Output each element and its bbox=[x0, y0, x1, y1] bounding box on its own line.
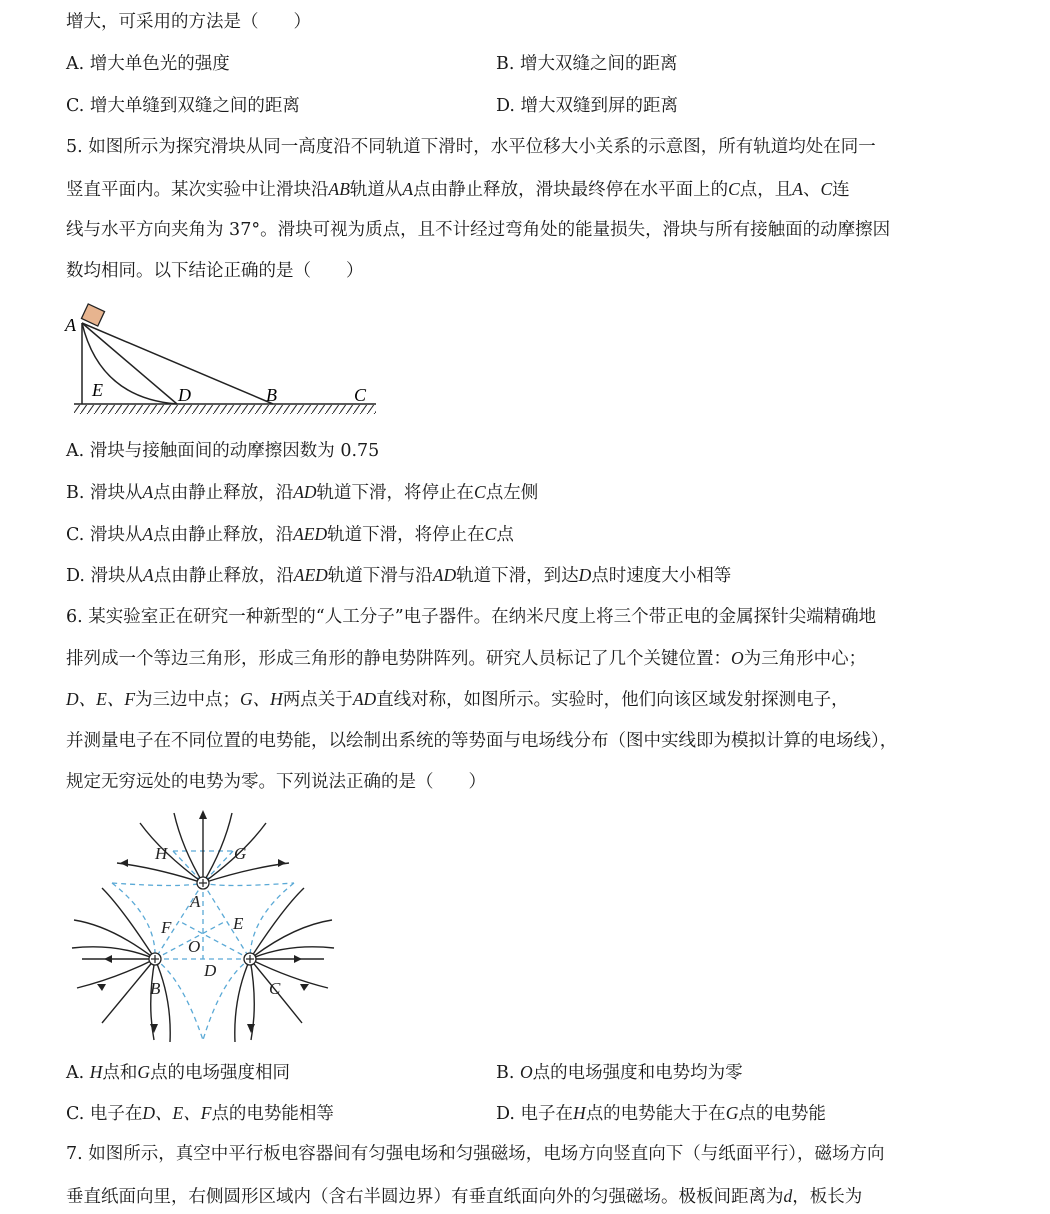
q5-stem-line1: 5. 如图所示为探究滑块从同一高度沿不同轨道下滑时，水平位移大小关系的示意图，所有轨道均处在同一 bbox=[66, 137, 876, 157]
q5-option-c[interactable]: C. 滑块从A点由静止释放，沿AED轨道下滑，将停止在C点 bbox=[66, 524, 514, 545]
q6-option-b[interactable]: B. O点的电场强度和电势均为零 bbox=[496, 1062, 743, 1083]
svg-text:E: E bbox=[92, 380, 103, 400]
q6-stem-line3: D、E、F为三边中点；G、H两点关于AD直线对称，如图所示。实验时，他们向该区域发射探测电子， bbox=[66, 689, 849, 710]
q4-option-d[interactable]: D. 增大双缝到屏的距离 bbox=[496, 96, 679, 116]
svg-text:B: B bbox=[150, 979, 161, 998]
q5-stem-line4: 数均相同。以下结论正确的是（ ） bbox=[66, 261, 364, 281]
slider-block bbox=[81, 304, 104, 326]
svg-text:O: O bbox=[188, 937, 201, 956]
q6-option-a[interactable]: A. H点和G点的电场强度相同 bbox=[66, 1062, 291, 1083]
svg-text:C: C bbox=[354, 385, 367, 405]
field-lines bbox=[72, 813, 334, 1042]
svg-text:C: C bbox=[269, 979, 281, 998]
ground-hatch bbox=[74, 405, 376, 414]
q7-stem-line2: 垂直纸面向里，右侧圆形区域内（含右半圆边界）有垂直纸面向外的匀强磁场。极板间距离为d，板长为 bbox=[66, 1186, 863, 1207]
q5-stem-line3: 线与水平方向夹角为 37°。滑块可视为质点，且不计经过弯角处的能量损失，滑块与所有接触面的动摩擦因 bbox=[66, 220, 891, 240]
q4-option-a[interactable]: A. 增大单色光的强度 bbox=[66, 54, 230, 74]
q6-field-diagram bbox=[62, 808, 352, 1048]
q5-option-b[interactable]: B. 滑块从A点由静止释放，沿AD轨道下滑，将停止在C点左侧 bbox=[66, 482, 539, 503]
q6-stem-line4: 并测量电子在不同位置的电势能，以绘制出系统的等势面与电场线分布（图中实线即为模拟计算的电场线）， bbox=[66, 731, 898, 751]
q6-stem-line5: 规定无穷远处的电势为零。下列说法正确的是（ ） bbox=[66, 772, 486, 792]
svg-text:B: B bbox=[266, 385, 277, 405]
q6-option-d[interactable]: D. 电子在H点的电势能大于在G点的电势能 bbox=[496, 1103, 826, 1124]
svg-text:A: A bbox=[65, 315, 76, 335]
q6-stem-line2: 排列成一个等边三角形，形成三角形的静电势阱阵列。研究人员标记了几个关键位置：O为三角形中心； bbox=[66, 648, 867, 669]
q4-option-b[interactable]: B. 增大双缝之间的距离 bbox=[496, 54, 678, 74]
q6-stem-line1: 6. 某实验室正在研究一种新型的“人工分子”电子器件。在纳米尺度上将三个带正电的金属探针尖端精确地 bbox=[66, 607, 877, 627]
svg-text:D: D bbox=[178, 385, 191, 405]
q5-option-d[interactable]: D. 滑块从A点由静止释放，沿AED轨道下滑与沿AD轨道下滑，到达D点时速度大小相等 bbox=[66, 565, 732, 586]
q5-stem-line2: 竖直平面内。某次实验中让滑块沿AB轨道从A点由静止释放，滑块最终停在水平面上的C点，且A、C连 bbox=[66, 179, 850, 200]
svg-text:E: E bbox=[233, 914, 244, 933]
svg-text:F: F bbox=[161, 918, 172, 937]
q4-stem-tail: 增大，可采用的方法是（ ） bbox=[66, 12, 311, 32]
q5-track-diagram bbox=[60, 303, 380, 423]
q6-option-c[interactable]: C. 电子在D、E、F点的电势能相等 bbox=[66, 1103, 334, 1124]
svg-text:D: D bbox=[204, 961, 217, 980]
svg-text:G: G bbox=[234, 844, 247, 863]
q5-option-a[interactable]: A. 滑块与接触面间的动摩擦因数为 0.75 bbox=[66, 441, 380, 461]
svg-text:A: A bbox=[190, 892, 201, 911]
q4-option-c[interactable]: C. 增大单缝到双缝之间的距离 bbox=[66, 96, 300, 116]
q7-stem-line1: 7. 如图所示，真空中平行板电容器间有匀强电场和匀强磁场，电场方向竖直向下（与纸面平行），磁场方向 bbox=[66, 1144, 885, 1164]
svg-text:H: H bbox=[155, 844, 168, 863]
